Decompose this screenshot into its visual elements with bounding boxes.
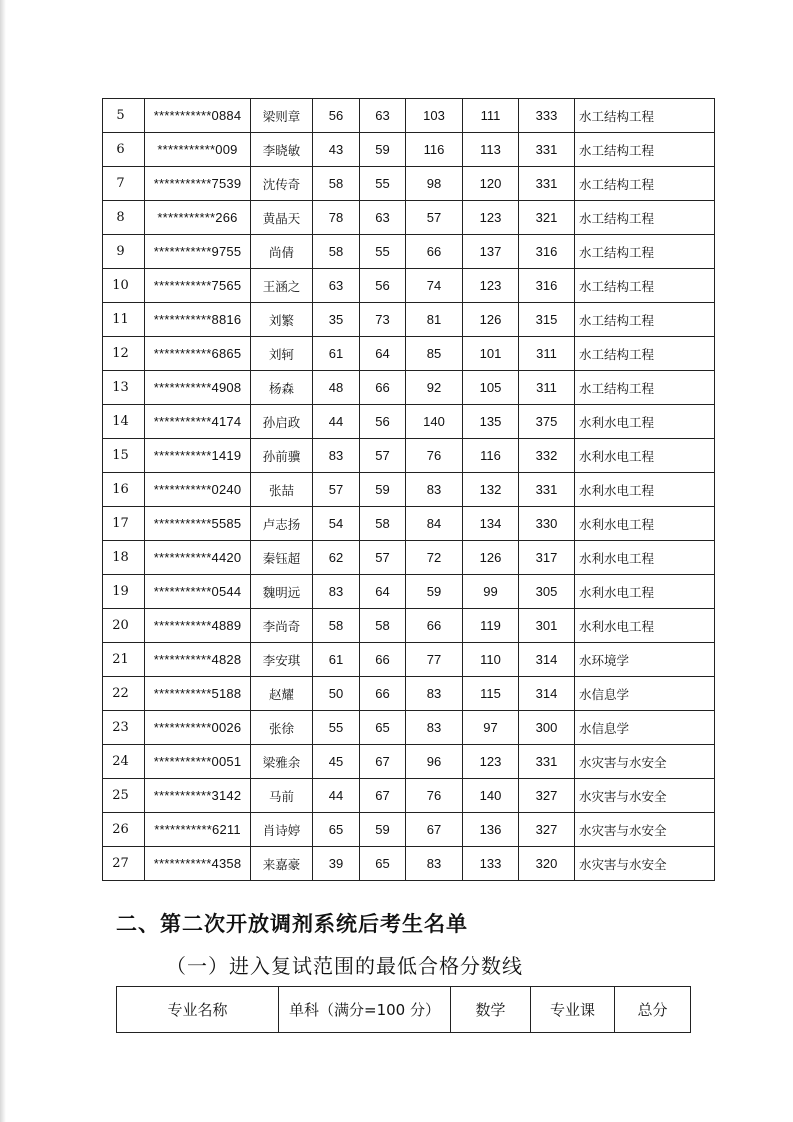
row-index: 12 (103, 337, 145, 371)
candidate-name: 赵耀 (251, 677, 313, 711)
table-row (103, 303, 715, 337)
major-name: 水工结构工程 (575, 337, 715, 371)
table-row (103, 337, 715, 371)
row-index: 22 (103, 677, 145, 711)
major-name: 水工结构工程 (575, 99, 715, 133)
score-major-course: 123 (463, 201, 519, 235)
row-index: 13 (103, 371, 145, 405)
major-name: 水工结构工程 (575, 303, 715, 337)
candidate-name: 肖诗婷 (251, 813, 313, 847)
candidate-name: 魏明远 (251, 575, 313, 609)
score-math: 140 (406, 405, 463, 439)
candidate-name: 孙前骥 (251, 439, 313, 473)
candidate-id: ***********7565 (145, 269, 251, 303)
score-major-course: 140 (463, 779, 519, 813)
score-major-course: 99 (463, 575, 519, 609)
candidate-id: ***********0544 (145, 575, 251, 609)
score-total: 327 (519, 813, 575, 847)
candidate-name: 李晓敏 (251, 133, 313, 167)
candidate-id: ***********4420 (145, 541, 251, 575)
major-name: 水工结构工程 (575, 371, 715, 405)
major-name: 水灾害与水安全 (575, 745, 715, 779)
candidate-name: 王涵之 (251, 269, 313, 303)
candidate-name: 沈传奇 (251, 167, 313, 201)
score-subject-2: 63 (360, 99, 406, 133)
score-total: 301 (519, 609, 575, 643)
row-index: 11 (103, 303, 145, 337)
candidate-id: ***********4174 (145, 405, 251, 439)
candidate-id: ***********0051 (145, 745, 251, 779)
candidate-name: 秦钰超 (251, 541, 313, 575)
candidate-id: ***********4889 (145, 609, 251, 643)
min-score-table (116, 986, 691, 1033)
row-index: 7 (103, 167, 145, 201)
major-name: 水信息学 (575, 677, 715, 711)
table-row (103, 439, 715, 473)
score-major-course: 136 (463, 813, 519, 847)
score-major-course: 110 (463, 643, 519, 677)
section-subheading: （一）进入复试范围的最低合格分数线 (166, 954, 523, 978)
candidate-id: ***********4358 (145, 847, 251, 881)
score-total: 331 (519, 133, 575, 167)
major-name: 水利水电工程 (575, 609, 715, 643)
candidate-id: ***********8816 (145, 303, 251, 337)
score-total: 316 (519, 269, 575, 303)
score-subject-2: 67 (360, 745, 406, 779)
score-math: 59 (406, 575, 463, 609)
score-major-course: 132 (463, 473, 519, 507)
section-heading: 二、第二次开放调剂系统后考生名单 (116, 912, 468, 936)
score-major-course: 105 (463, 371, 519, 405)
candidate-id: ***********266 (145, 201, 251, 235)
candidate-name: 刘轲 (251, 337, 313, 371)
major-name: 水利水电工程 (575, 507, 715, 541)
score-math: 67 (406, 813, 463, 847)
score-math: 77 (406, 643, 463, 677)
table-row (103, 677, 715, 711)
candidate-name: 卢志扬 (251, 507, 313, 541)
table-row (103, 609, 715, 643)
row-index: 17 (103, 507, 145, 541)
major-name: 水工结构工程 (575, 269, 715, 303)
table-row (103, 167, 715, 201)
table-row (103, 201, 715, 235)
table-row (103, 235, 715, 269)
row-index: 26 (103, 813, 145, 847)
score-subject-1: 58 (313, 609, 360, 643)
score-total: 327 (519, 779, 575, 813)
score-table-body (103, 99, 715, 881)
header-single-subject: 单科（满分=100 分） (279, 987, 451, 1033)
major-name: 水利水电工程 (575, 541, 715, 575)
score-subject-1: 65 (313, 813, 360, 847)
score-subject-2: 58 (360, 507, 406, 541)
row-index: 19 (103, 575, 145, 609)
table-row (103, 643, 715, 677)
row-index: 16 (103, 473, 145, 507)
candidate-name: 杨森 (251, 371, 313, 405)
row-index: 15 (103, 439, 145, 473)
score-total: 331 (519, 473, 575, 507)
row-index: 24 (103, 745, 145, 779)
score-math: 81 (406, 303, 463, 337)
score-math: 85 (406, 337, 463, 371)
header-major-name: 专业名称 (117, 987, 279, 1033)
major-name: 水工结构工程 (575, 167, 715, 201)
page-edge-shadow (0, 0, 6, 1122)
major-name: 水灾害与水安全 (575, 847, 715, 881)
score-subject-1: 39 (313, 847, 360, 881)
candidate-name: 李安琪 (251, 643, 313, 677)
score-total: 305 (519, 575, 575, 609)
row-index: 6 (103, 133, 145, 167)
score-total: 314 (519, 643, 575, 677)
row-index: 23 (103, 711, 145, 745)
header-math: 数学 (451, 987, 531, 1033)
major-name: 水信息学 (575, 711, 715, 745)
candidate-name: 孙启政 (251, 405, 313, 439)
major-name: 水灾害与水安全 (575, 813, 715, 847)
score-math: 57 (406, 201, 463, 235)
score-subject-1: 44 (313, 405, 360, 439)
row-index: 20 (103, 609, 145, 643)
score-subject-1: 62 (313, 541, 360, 575)
score-math: 83 (406, 847, 463, 881)
score-subject-2: 66 (360, 371, 406, 405)
score-subject-1: 43 (313, 133, 360, 167)
score-total: 315 (519, 303, 575, 337)
table-row (103, 711, 715, 745)
score-major-course: 111 (463, 99, 519, 133)
score-total: 316 (519, 235, 575, 269)
row-index: 14 (103, 405, 145, 439)
candidate-id: ***********1419 (145, 439, 251, 473)
row-index: 18 (103, 541, 145, 575)
score-subject-1: 58 (313, 167, 360, 201)
candidate-id: ***********0240 (145, 473, 251, 507)
row-index: 5 (103, 99, 145, 133)
score-subject-1: 55 (313, 711, 360, 745)
candidate-id: ***********0884 (145, 99, 251, 133)
score-major-course: 115 (463, 677, 519, 711)
score-major-course: 123 (463, 745, 519, 779)
score-subject-2: 55 (360, 235, 406, 269)
score-major-course: 116 (463, 439, 519, 473)
score-subject-1: 44 (313, 779, 360, 813)
min-score-header-row (117, 987, 691, 1033)
table-row (103, 541, 715, 575)
row-index: 27 (103, 847, 145, 881)
score-major-course: 137 (463, 235, 519, 269)
score-subject-1: 83 (313, 439, 360, 473)
major-name: 水利水电工程 (575, 439, 715, 473)
score-subject-1: 48 (313, 371, 360, 405)
score-subject-2: 55 (360, 167, 406, 201)
candidate-id: ***********5188 (145, 677, 251, 711)
score-subject-2: 59 (360, 133, 406, 167)
major-name: 水灾害与水安全 (575, 779, 715, 813)
table-row (103, 507, 715, 541)
score-major-course: 120 (463, 167, 519, 201)
table-row (103, 813, 715, 847)
candidate-name: 刘繁 (251, 303, 313, 337)
candidate-id: ***********6865 (145, 337, 251, 371)
score-total: 300 (519, 711, 575, 745)
candidate-name: 马前 (251, 779, 313, 813)
major-name: 水工结构工程 (575, 201, 715, 235)
score-subject-1: 35 (313, 303, 360, 337)
candidate-name: 李尚奇 (251, 609, 313, 643)
score-subject-2: 63 (360, 201, 406, 235)
score-major-course: 134 (463, 507, 519, 541)
score-subject-2: 65 (360, 847, 406, 881)
score-total: 331 (519, 745, 575, 779)
score-table (102, 98, 715, 881)
table-row (103, 779, 715, 813)
score-subject-2: 64 (360, 575, 406, 609)
candidate-id: ***********009 (145, 133, 251, 167)
major-name: 水利水电工程 (575, 473, 715, 507)
row-index: 25 (103, 779, 145, 813)
score-math: 96 (406, 745, 463, 779)
table-row (103, 405, 715, 439)
score-total: 333 (519, 99, 575, 133)
table-row (103, 745, 715, 779)
score-total: 321 (519, 201, 575, 235)
table-row (103, 473, 715, 507)
score-math: 76 (406, 439, 463, 473)
score-subject-2: 56 (360, 269, 406, 303)
major-name: 水工结构工程 (575, 133, 715, 167)
score-subject-2: 56 (360, 405, 406, 439)
row-index: 21 (103, 643, 145, 677)
score-total: 320 (519, 847, 575, 881)
table-row (103, 575, 715, 609)
score-math: 72 (406, 541, 463, 575)
candidate-id: ***********7539 (145, 167, 251, 201)
candidate-id: ***********6211 (145, 813, 251, 847)
score-math: 98 (406, 167, 463, 201)
score-major-course: 126 (463, 303, 519, 337)
score-major-course: 123 (463, 269, 519, 303)
table-row (103, 99, 715, 133)
score-total: 314 (519, 677, 575, 711)
candidate-name: 来嘉豪 (251, 847, 313, 881)
score-math: 84 (406, 507, 463, 541)
header-total: 总分 (615, 987, 691, 1033)
score-subject-2: 57 (360, 541, 406, 575)
table-row (103, 133, 715, 167)
score-subject-1: 45 (313, 745, 360, 779)
score-total: 331 (519, 167, 575, 201)
score-math: 83 (406, 473, 463, 507)
major-name: 水利水电工程 (575, 575, 715, 609)
table-row (103, 371, 715, 405)
score-subject-1: 78 (313, 201, 360, 235)
score-math: 66 (406, 235, 463, 269)
score-total: 311 (519, 371, 575, 405)
score-major-course: 101 (463, 337, 519, 371)
candidate-name: 张喆 (251, 473, 313, 507)
score-major-course: 119 (463, 609, 519, 643)
score-total: 332 (519, 439, 575, 473)
score-math: 66 (406, 609, 463, 643)
score-subject-1: 54 (313, 507, 360, 541)
candidate-name: 尚倩 (251, 235, 313, 269)
score-math: 92 (406, 371, 463, 405)
candidate-name: 梁雅余 (251, 745, 313, 779)
score-subject-2: 67 (360, 779, 406, 813)
score-major-course: 135 (463, 405, 519, 439)
candidate-id: ***********3142 (145, 779, 251, 813)
score-subject-2: 59 (360, 813, 406, 847)
score-math: 76 (406, 779, 463, 813)
candidate-id: ***********0026 (145, 711, 251, 745)
major-name: 水环境学 (575, 643, 715, 677)
table-row (103, 269, 715, 303)
candidate-name: 黄晶天 (251, 201, 313, 235)
score-subject-1: 63 (313, 269, 360, 303)
major-name: 水工结构工程 (575, 235, 715, 269)
score-total: 311 (519, 337, 575, 371)
candidate-id: ***********5585 (145, 507, 251, 541)
score-subject-1: 57 (313, 473, 360, 507)
score-subject-2: 59 (360, 473, 406, 507)
table-row (103, 847, 715, 881)
score-math: 103 (406, 99, 463, 133)
score-total: 317 (519, 541, 575, 575)
score-subject-1: 61 (313, 337, 360, 371)
header-major-course: 专业课 (531, 987, 615, 1033)
row-index: 9 (103, 235, 145, 269)
row-index: 8 (103, 201, 145, 235)
score-subject-1: 83 (313, 575, 360, 609)
score-math: 74 (406, 269, 463, 303)
score-subject-2: 58 (360, 609, 406, 643)
score-math: 83 (406, 677, 463, 711)
score-major-course: 97 (463, 711, 519, 745)
score-major-course: 133 (463, 847, 519, 881)
candidate-name: 张徐 (251, 711, 313, 745)
score-subject-2: 73 (360, 303, 406, 337)
score-subject-2: 57 (360, 439, 406, 473)
major-name: 水利水电工程 (575, 405, 715, 439)
score-subject-2: 65 (360, 711, 406, 745)
candidate-name: 梁则章 (251, 99, 313, 133)
score-math: 83 (406, 711, 463, 745)
score-major-course: 113 (463, 133, 519, 167)
score-subject-1: 58 (313, 235, 360, 269)
candidate-id: ***********4828 (145, 643, 251, 677)
score-total: 375 (519, 405, 575, 439)
score-subject-1: 50 (313, 677, 360, 711)
row-index: 10 (103, 269, 145, 303)
score-major-course: 126 (463, 541, 519, 575)
candidate-id: ***********4908 (145, 371, 251, 405)
score-total: 330 (519, 507, 575, 541)
score-subject-2: 66 (360, 643, 406, 677)
score-subject-1: 56 (313, 99, 360, 133)
score-subject-2: 66 (360, 677, 406, 711)
candidate-id: ***********9755 (145, 235, 251, 269)
score-subject-1: 61 (313, 643, 360, 677)
score-subject-2: 64 (360, 337, 406, 371)
score-math: 116 (406, 133, 463, 167)
